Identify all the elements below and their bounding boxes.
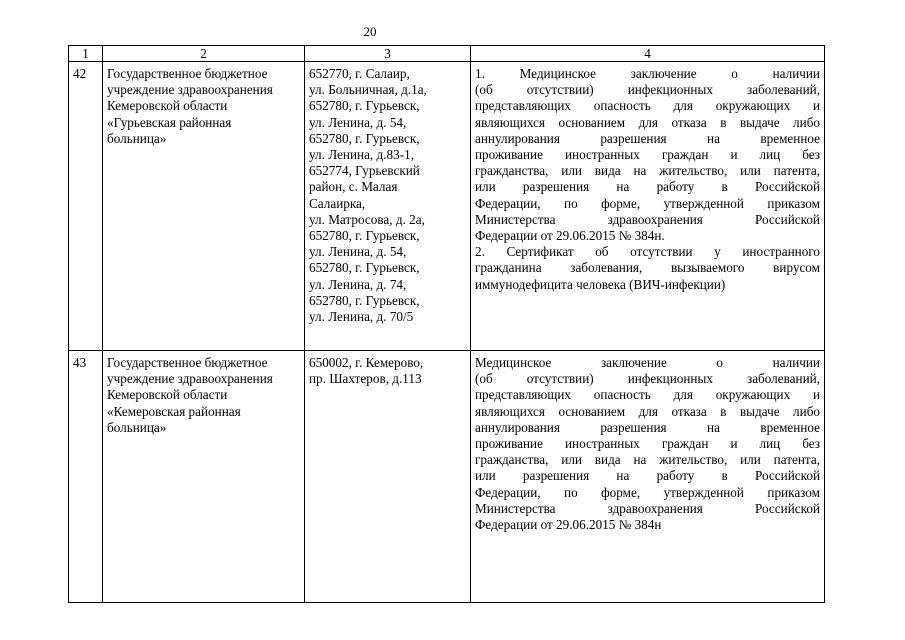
text-line: или разрешения на работу в Российской [475,179,820,195]
text-line: больница» [107,419,167,435]
documents-cell [471,62,825,351]
institutions-table [68,45,825,603]
text-line: ул. Ленина, д. 74, [309,276,407,292]
organization-cell [103,351,305,603]
text-line: 652780, г. Гурьевск, [309,98,420,114]
text-line: ул. Ленина, д. 54, [309,114,407,130]
header-cell-3: 3 [305,46,471,62]
text-line: гражданства, или вида на жительство, или патента, [475,163,820,179]
row-number-cell: 43 [69,351,103,603]
header-cell-4: 4 [471,46,825,62]
text-line: являющихся основанием для отказа в выдаче либо [475,114,820,130]
text-line: Кемеровской области [107,98,228,114]
text-line: гражданина заболевания, вызываемого вирусом [475,260,820,276]
text-line: 2. Сертификат об отсутствии у иностранного [475,244,820,260]
text-line: иммунодефицита человека (ВИЧ-инфекции) [475,276,726,292]
text-line: больница» [107,130,167,146]
text-line: Кемеровской области [107,387,228,403]
table-row [69,351,825,603]
text-line: проживание иностранных граждан и лиц без [475,436,820,452]
text-line: ул. Ленина, д. 70/5 [309,309,414,325]
text-line: Салаирка, [309,195,366,211]
text-line: «Кемеровская районная [107,403,241,419]
text-line: 652780, г. Гурьевск, [309,292,420,308]
text-line: проживание иностранных граждан и лиц без [475,147,820,163]
table-header-row [69,46,825,62]
text-line: Федерации от 29.06.2015 № 384н [475,517,662,533]
text-line: 652780, г. Гурьевск, [309,228,420,244]
text-line: являющихся основанием для отказа в выдаче либо [475,403,820,419]
text-line: Министерства здравоохранения Российской [475,211,820,227]
text-line: Федерации от 29.06.2015 № 384н. [475,228,665,244]
header-cell-1: 1 [69,46,103,62]
text-line: Федерации, по форме, утвержденной приказом [475,195,820,211]
text-line: представляющих опасность для окружающих и [475,387,820,403]
organization-cell [103,62,305,351]
page-number: 20 [363,24,377,39]
text-line: 652780, г. Гурьевск, [309,130,420,146]
text-line: (об отсутствии) инфекционных заболеваний, [475,82,820,98]
text-line: Министерства здравоохранения Российской [475,500,820,516]
text-line: ул. Матросова, д. 2а, [309,211,425,227]
header-cell-2: 2 [103,46,305,62]
text-line: аннулирования разрешения на временное [475,130,820,146]
text-line: «Гурьевская районная [107,114,232,130]
text-line: ул. Ленина, д.83-1, [309,147,414,163]
text-line: гражданства, или вида на жительство, или патента, [475,452,820,468]
text-line: 650002, г. Кемерово, [309,355,424,370]
text-line: 652770, г. Салаир, [309,66,410,81]
address-cell [305,351,471,603]
text-line: Государственное бюджетное [107,355,268,370]
text-line: Федерации, по форме, утвержденной приказом [475,484,820,500]
row-number-cell: 42 [69,62,103,351]
documents-cell [471,351,825,603]
text-line: Медицинское заключение о наличии [475,355,820,370]
text-line: ул. Ленина, д. 54, [309,244,407,260]
text-line: Государственное бюджетное [107,66,268,81]
text-line: ул. Больничная, д.1а, [309,82,427,98]
text-line: район, с. Малая [309,179,398,195]
table-row [69,62,825,351]
text-line: (об отсутствии) инфекционных заболеваний, [475,371,820,387]
address-cell [305,62,471,351]
text-line: представляющих опасность для окружающих и [475,98,820,114]
text-line: или разрешения на работу в Российской [475,468,820,484]
text-line: 1. Медицинское заключение о наличии [475,66,820,81]
text-line: аннулирования разрешения на временное [475,419,820,435]
text-line: 652774, Гурьевский [309,163,420,179]
text-line: учреждение здравоохранения [107,82,273,98]
text-line: пр. Шахтеров, д.113 [309,371,422,387]
text-line: 652780, г. Гурьевск, [309,260,420,276]
text-line: учреждение здравоохранения [107,371,273,387]
